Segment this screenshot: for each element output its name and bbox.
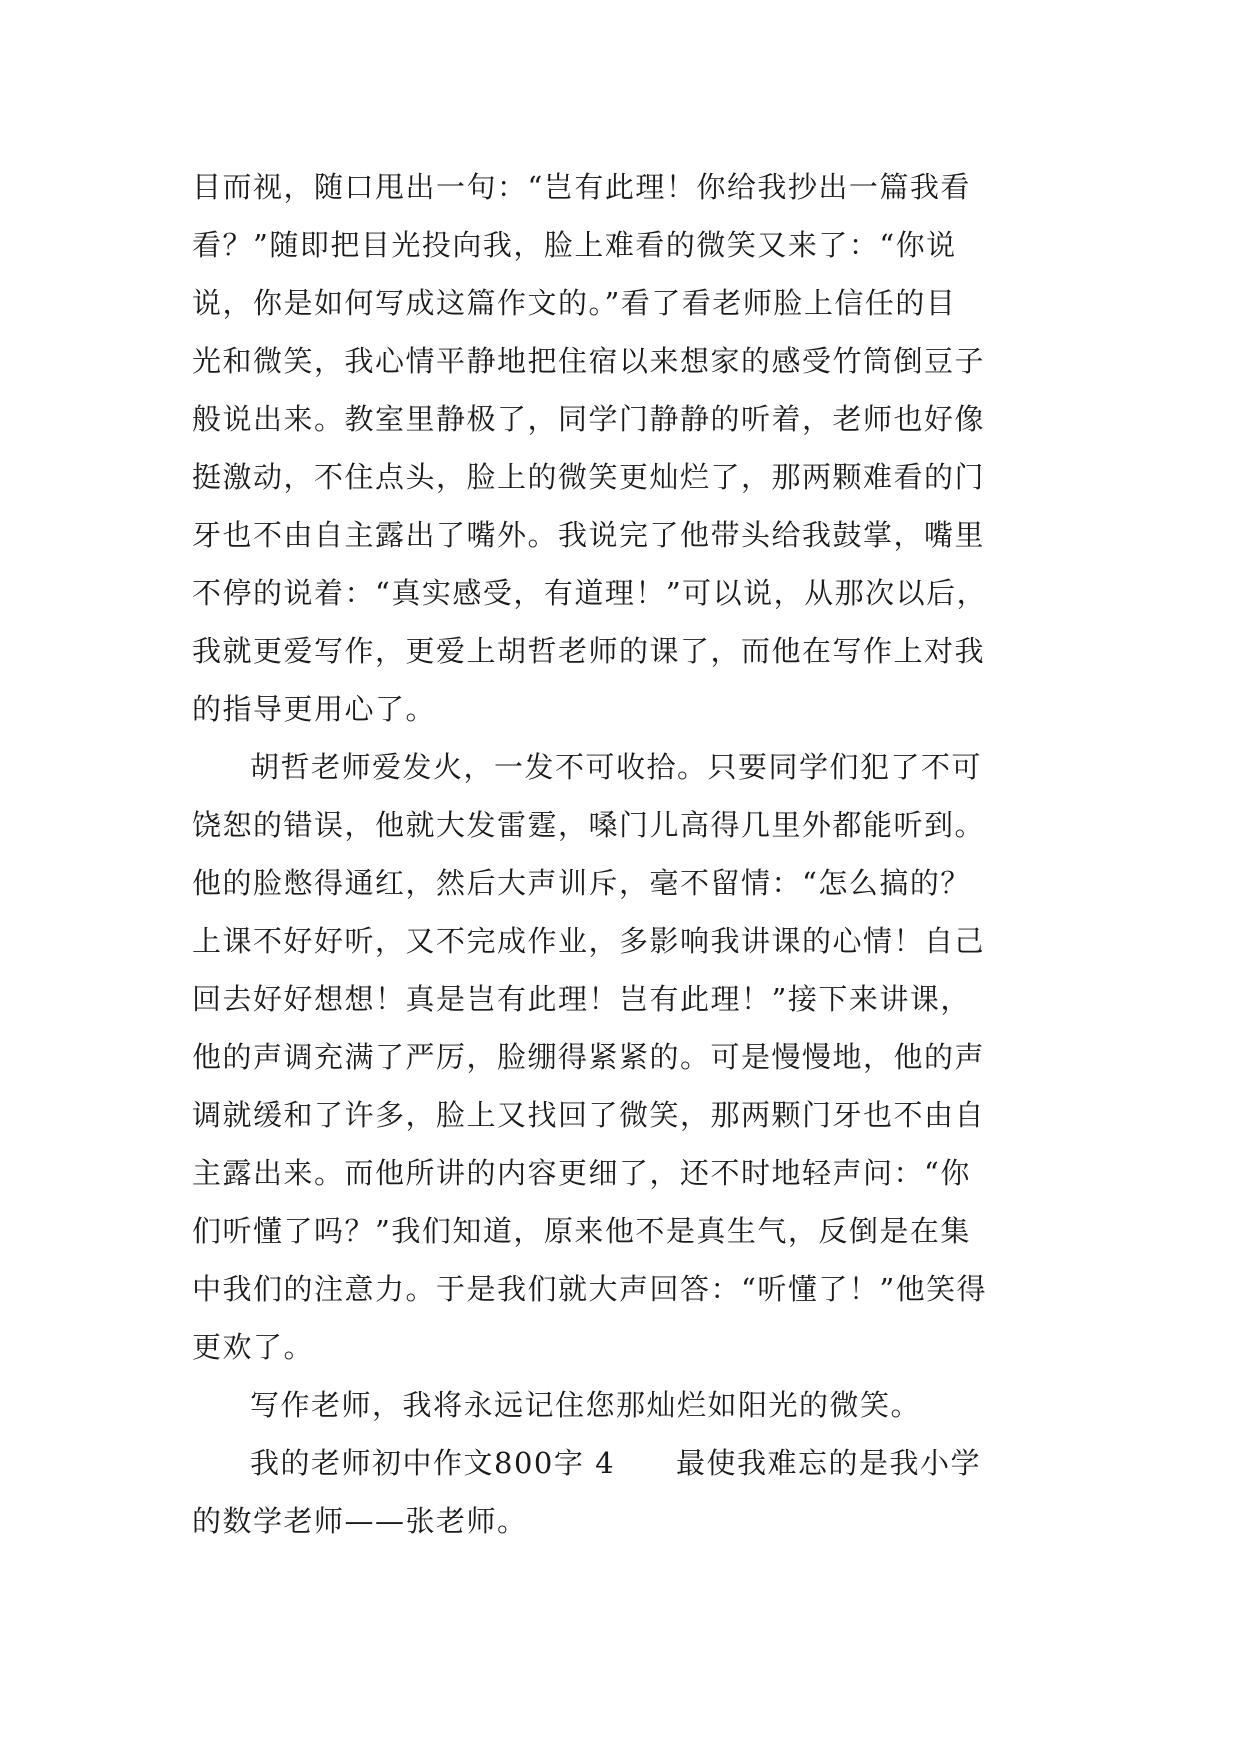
text-line: 回去好好想想！真是岂有此理！岂有此理！”接下来讲课， <box>192 982 971 1016</box>
text-line: 他的声调充满了严厉，脸绷得紧紧的。可是慢慢地，他的声 <box>192 1040 986 1074</box>
text-line: 牙也不由自主露出了嘴外。我说完了他带头给我鼓掌，嘴里 <box>192 518 986 552</box>
text-line: 挺激动，不住点头，脸上的微笑更灿烂了，那两颗难看的门 <box>192 460 986 494</box>
text-line: 主露出来。而他所讲的内容更细了，还不时地轻声问：“你 <box>192 1156 971 1190</box>
text-line: 饶恕的错误，他就大发雷霆，嗓门儿高得几里外都能听到。 <box>192 808 986 842</box>
text-line: 调就缓和了许多，脸上又找回了微笑，那两颗门牙也不由自 <box>192 1098 986 1132</box>
document-body <box>192 158 1062 1550</box>
text-line: 看？”随即把目光投向我，脸上难看的微笑又来了：“你说 <box>192 228 957 262</box>
text-line: 说，你是如何写成这篇作文的。”看了看老师脸上信任的目 <box>192 286 957 320</box>
text-line: 的指导更用心了。 <box>192 692 437 726</box>
text-line: 更欢了。 <box>192 1330 315 1364</box>
paragraph-start-line: 胡哲老师爱发火，一发不可收拾。只要同学们犯了不可 <box>250 750 983 784</box>
text-line: 们听懂了吗？”我们知道，原来他不是真生气，反倒是在集 <box>192 1214 971 1248</box>
text-line: 中我们的注意力。于是我们就大声回答：“听懂了！”他笑得 <box>192 1272 988 1306</box>
text-line: 的数学老师——张老师。 <box>192 1504 528 1538</box>
text-line: 不停的说着：“真实感受，有道理！”可以说，从那次以后， <box>192 576 988 610</box>
text-line: 目而视，随口甩出一句：“岂有此理！你给我抄出一篇我看 <box>192 170 971 204</box>
text-line: 我就更爱写作，更爱上胡哲老师的课了，而他在写作上对我 <box>192 634 986 668</box>
text-line: 上课不好好听，又不完成作业，多影响我讲课的心情！自己 <box>192 924 986 958</box>
paragraph-start-line: 写作老师，我将永远记住您那灿烂如阳光的微笑。 <box>250 1388 922 1422</box>
text-line: 光和微笑，我心情平静地把住宿以来想家的感受竹筒倒豆子 <box>192 344 986 378</box>
text-line: 般说出来。教室里静极了，同学门静静的听着，老师也好像 <box>192 402 986 436</box>
paragraph-start-line: 我的老师初中作文800字 4 最使我难忘的是我小学 <box>250 1446 982 1480</box>
text-line: 他的脸憋得通红，然后大声训斥，毫不留情：“怎么搞的？ <box>192 866 971 900</box>
